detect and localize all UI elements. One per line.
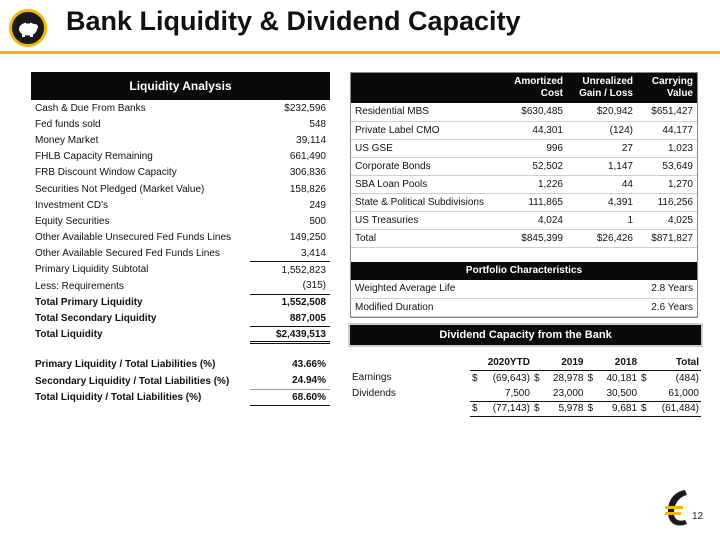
col-total: Total	[639, 355, 701, 370]
securities-header-row	[351, 73, 697, 103]
dividend-capacity-table	[350, 355, 701, 417]
table-row: FRB Discount Window Capacity 306,836	[35, 167, 326, 179]
table-row: US Treasuries 4,024 1 4,025	[351, 211, 697, 229]
header-divider	[0, 51, 720, 54]
col-2020ytd: 2020YTD	[470, 355, 532, 370]
table-row: Primary Liquidity Subtotal 1,552,823	[31, 262, 330, 278]
slide-header	[0, 0, 720, 56]
page-title: Bank Liquidity & Dividend Capacity	[66, 6, 521, 36]
liquidity-analysis-table	[31, 72, 330, 406]
col-2018: 2018	[585, 355, 639, 370]
table-row: Money Market 39,114	[35, 134, 326, 146]
table-row: Residential MBS $630,485 $20,942 $651,427	[351, 103, 697, 121]
table-row: Dividends 7,500 23,000 30,500 61,000	[352, 387, 699, 399]
table-row: Total Primary Liquidity 1,552,508	[35, 296, 326, 309]
ratio-row: Primary Liquidity / Total Liabilities (%) 43.66%	[35, 359, 326, 371]
brand-mark-icon	[663, 486, 693, 535]
carrying-value-header: Carrying Value	[651, 76, 693, 99]
total-row: Total $845,399 $26,426 $871,827	[351, 229, 697, 247]
ratio-row: Secondary Liquidity / Total Liabilities (%) 24.94%	[31, 373, 330, 389]
table-row: Equity Securities 500	[35, 215, 326, 227]
amortized-cost-header: Amortized Cost	[514, 76, 563, 99]
securities-table	[350, 72, 698, 272]
table-row: US GSE 996 27 1,023	[351, 139, 697, 157]
portfolio-characteristics-table	[350, 262, 698, 318]
table-row: SBA Loan Pools 1,226 44 1,270	[351, 175, 697, 193]
table-row: Modified Duration 2.6 Years	[351, 298, 697, 316]
table-row: Other Available Secured Fed Funds Lines 3,414	[35, 248, 326, 260]
table-row: Fed funds sold 548	[35, 118, 326, 130]
piggy-bank-logo-icon	[9, 9, 47, 47]
table-row: Total Secondary Liquidity 887,005	[31, 310, 330, 326]
col-2019: 2019	[532, 355, 586, 370]
table-row: Private Label CMO 44,301 (124) 44,177	[351, 121, 697, 139]
table-row: Weighted Average Life 2.8 Years	[351, 280, 697, 298]
page-number: 12	[692, 511, 704, 522]
table-row: Earnings $ (69,643) $ 28,978 $ 40,181 $ (484)	[352, 372, 699, 384]
table-row: Less: Requirements (315)	[31, 278, 330, 294]
total-row: $ (77,143) $ 5,978 $ 9,681 $ (61,484)	[350, 401, 701, 417]
table-row: FHLB Capacity Remaining 661,490	[35, 151, 326, 163]
table-row: Other Available Unsecured Fed Funds Lines 149,250	[35, 232, 326, 244]
ratio-row: Total Liquidity / Total Liabilities (%) 68.60%	[31, 389, 330, 405]
dividend-capacity-title: Dividend Capacity from the Bank	[348, 323, 703, 347]
liquidity-analysis-title: Liquidity Analysis	[31, 72, 330, 100]
table-row: Securities Not Pledged (Market Value) 158,826	[35, 183, 326, 195]
table-row: Total Liquidity $2,439,513	[31, 327, 330, 343]
portfolio-characteristics-title: Portfolio Characteristics	[351, 262, 697, 280]
dividend-header-row	[350, 355, 701, 370]
table-row: Corporate Bonds 52,502 1,147 53,649	[351, 157, 697, 175]
unrealized-gain-header: Unrealized Gain / Loss	[579, 76, 633, 99]
table-row: State & Political Subdivisions 111,865 4,391 116,256	[351, 193, 697, 211]
table-row: Investment CD's 249	[35, 199, 326, 211]
table-row: Cash & Due From Banks $232,596	[35, 102, 326, 114]
